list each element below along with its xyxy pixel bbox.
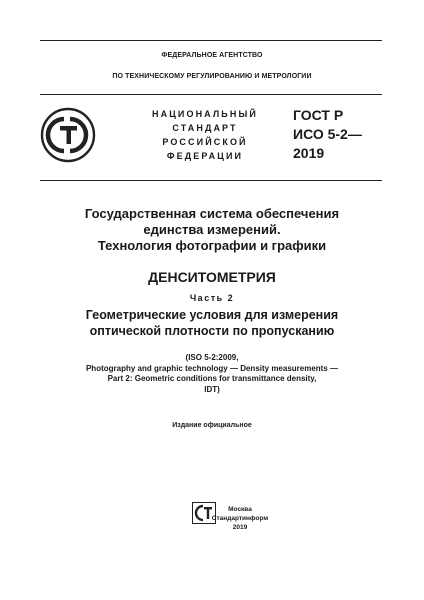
document-subtitle bbox=[0, 307, 424, 339]
standard-type-line1: НАЦИОНАЛЬНЫЙ bbox=[152, 109, 258, 119]
iso-reference-line4: IDT) bbox=[204, 384, 220, 394]
document-title bbox=[0, 206, 424, 254]
publisher-city: Москва bbox=[228, 506, 252, 513]
standard-type-line3: РОССИЙСКОЙ bbox=[162, 137, 248, 147]
standard-type-line4: ФЕДЕРАЦИИ bbox=[166, 151, 244, 161]
title-line2: единства измерений. bbox=[143, 222, 281, 237]
header-rule bbox=[40, 94, 382, 95]
subtitle-line1: Геометрические условия для измерения bbox=[85, 308, 339, 322]
publisher-year: 2019 bbox=[232, 524, 248, 531]
iso-reference bbox=[0, 353, 424, 395]
designation-line1: ГОСТ Р bbox=[293, 107, 344, 123]
iso-reference-line1: (ISO 5-2:2009, bbox=[185, 353, 239, 362]
designation-line3: 2019 bbox=[293, 145, 325, 161]
gost-r-logo-icon bbox=[40, 107, 96, 163]
title-line1: Государственная система обеспечения bbox=[84, 206, 340, 221]
edition-label: Издание официальное bbox=[172, 422, 252, 429]
title-line3: Технология фотографии и графики bbox=[97, 238, 327, 253]
iso-reference-line3: Part 2: Geometric conditions for transmittance density, bbox=[107, 374, 317, 383]
top-rule bbox=[40, 40, 382, 41]
publisher-info bbox=[200, 505, 280, 532]
designation-line2: ИСО 5-2— bbox=[293, 126, 362, 142]
standard-designation bbox=[293, 106, 393, 163]
standard-type-line2: СТАНДАРТ bbox=[172, 123, 238, 133]
part-label: Часть 2 bbox=[189, 293, 235, 303]
standard-type bbox=[140, 107, 270, 163]
publisher-name: Стандартинформ bbox=[211, 515, 269, 522]
header-bottom-rule bbox=[40, 180, 382, 181]
agency-name-line1: ФЕДЕРАЛЬНОЕ АГЕНТСТВО bbox=[161, 52, 263, 59]
main-title: ДЕНСИТОМЕТРИЯ bbox=[148, 269, 276, 285]
agency-name-line2: ПО ТЕХНИЧЕСКОМУ РЕГУЛИРОВАНИЮ И МЕТРОЛОГИИ bbox=[112, 73, 312, 80]
iso-reference-line2: Photography and graphic technology — Density measurements — bbox=[85, 363, 339, 373]
subtitle-line2: оптической плотности по пропусканию bbox=[89, 324, 335, 338]
